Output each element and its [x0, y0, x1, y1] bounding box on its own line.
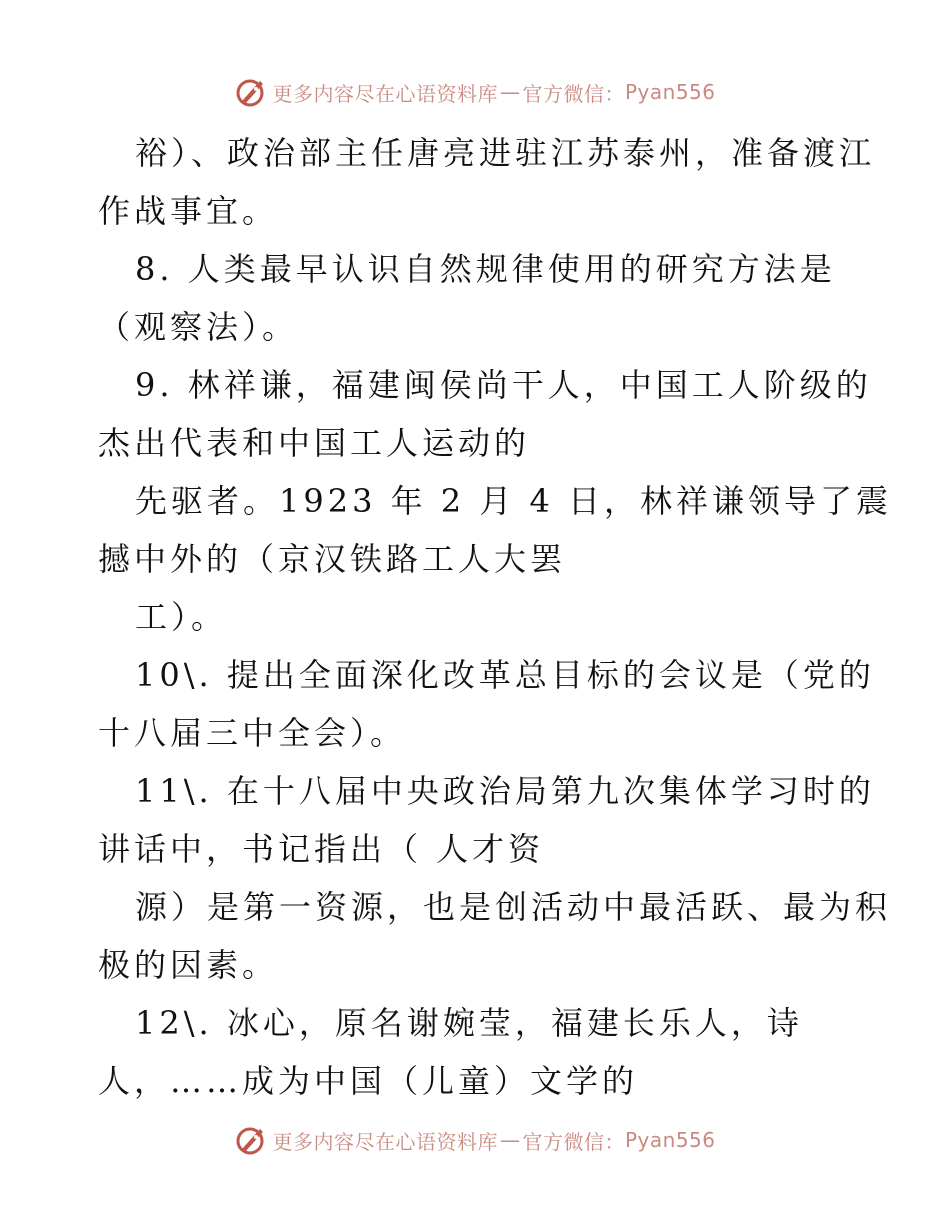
text-line: 10\. 提出全面深化改革总目标的会议是（党的 — [135, 656, 875, 694]
text-line: 极的因素。 — [98, 946, 279, 984]
text-line: 12\. 冰心，原名谢婉莹，福建长乐人，诗 — [135, 1004, 803, 1042]
pen-logo-icon — [234, 75, 268, 109]
banner-wechat-label: 官方微信： — [522, 81, 625, 106]
header-watermark — [0, 72, 950, 112]
text-line: 先驱者。1923 年 2 月 4 日，林祥谦领导了震 — [135, 482, 893, 520]
text-line: 9. 林祥谦，福建闽侯尚干人，中国工人阶级的 — [135, 366, 872, 404]
text-line: 工）。 — [135, 598, 228, 636]
document-body — [98, 124, 893, 1110]
text-line: 人，……成为中国（儿童）文学的 — [98, 1062, 639, 1100]
banner-wechat-id: Pyan556 — [624, 80, 716, 104]
banner-main-text: 更多内容尽在心语资料库 — [272, 81, 498, 106]
banner-wechat-id: Pyan556 — [624, 1128, 716, 1152]
text-line: 8. 人类最早认识自然规律使用的研究方法是 — [135, 250, 836, 288]
text-line: 源）是第一资源，也是创活动中最活跃、最为积 — [135, 888, 892, 926]
text-line: 杰出代表和中国工人运动的 — [98, 424, 531, 462]
pen-logo-icon — [234, 1123, 268, 1157]
banner-main-text: 更多内容尽在心语资料库 — [272, 1129, 498, 1154]
text-line: （观察法）。 — [98, 308, 299, 346]
text-line: 作战事宜。 — [98, 192, 279, 230]
text-line: 裕）、政治部主任唐亮进驻江苏泰州，准备渡江 — [135, 134, 876, 172]
text-line: 11\. 在十八届中央政治局第九次集体学习时的 — [135, 772, 875, 810]
footer-watermark — [0, 1120, 950, 1160]
text-line: 十八届三中全会）。 — [98, 714, 407, 752]
text-line: 讲话中，书记指出（ 人才资 — [98, 830, 545, 868]
banner-separator: — — [499, 80, 521, 104]
text-line: 撼中外的（京汉铁路工人大罢 — [98, 540, 567, 578]
banner-separator: — — [499, 1128, 521, 1152]
banner-wechat-label: 官方微信： — [522, 1129, 625, 1154]
